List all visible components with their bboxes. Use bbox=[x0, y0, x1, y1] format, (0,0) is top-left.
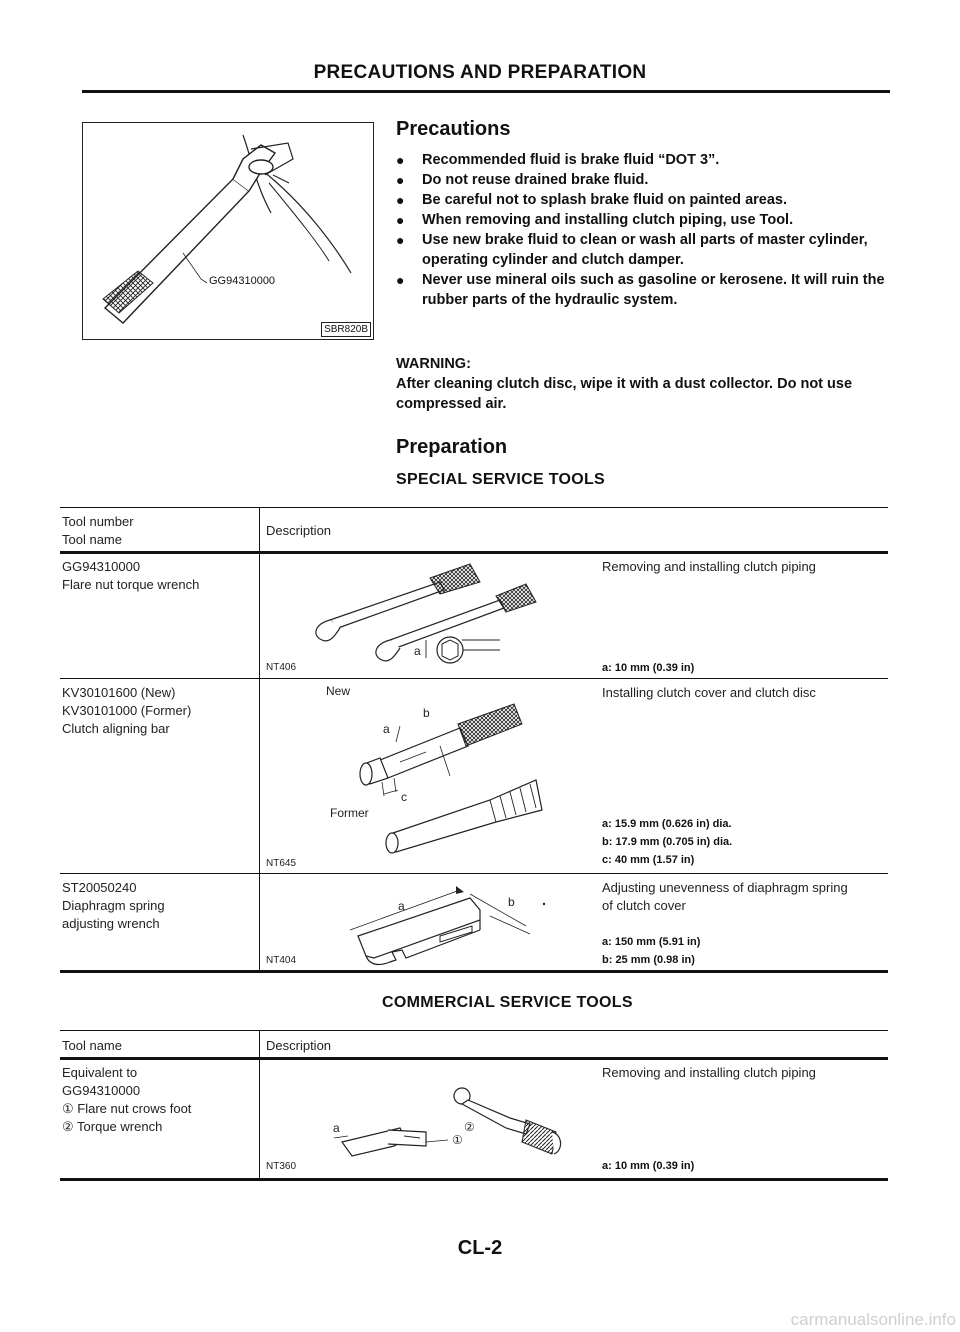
precaution-figure bbox=[82, 122, 374, 340]
row-divider bbox=[60, 678, 888, 679]
tool-number: GG94310000 bbox=[62, 559, 141, 574]
commercial-tools-heading: COMMERCIAL SERVICE TOOLS bbox=[382, 994, 633, 1011]
tool-name-cont: adjusting wrench bbox=[62, 916, 160, 931]
diaphragm-spring-wrench-illustration bbox=[330, 880, 560, 970]
tool-name: Clutch aligning bar bbox=[62, 721, 170, 736]
special-tools-heading: SPECIAL SERVICE TOOLS bbox=[396, 471, 606, 488]
page-number: CL-2 bbox=[457, 1237, 503, 1259]
col-header-tool-number: Tool number bbox=[62, 514, 134, 529]
figure-code: NT404 bbox=[266, 955, 297, 966]
dimension-label: b bbox=[508, 895, 515, 909]
warning-block bbox=[396, 354, 896, 414]
tool-description-cont: of clutch cover bbox=[602, 898, 686, 913]
tool-name: Diaphragm spring bbox=[62, 898, 165, 913]
col-header-description: Description bbox=[266, 1038, 332, 1053]
dimension-label: a bbox=[414, 644, 421, 658]
figure-tool-label: GG94310000 bbox=[209, 275, 276, 287]
list-item: ● Never use mineral oils such as gasoline or kerosene. It will ruin the rubber parts of the hydraulic system. bbox=[396, 272, 885, 308]
table-column-divider bbox=[259, 1030, 260, 1180]
figure-code: SBR820B bbox=[321, 322, 371, 337]
warning-text: After cleaning clutch disc, wipe it with a dust collector. Do not use compressed air. bbox=[396, 376, 853, 412]
tool-spec: a: 10 mm (0.39 in) bbox=[602, 662, 695, 674]
list-item: ● When removing and installing clutch piping, use Tool. bbox=[396, 212, 794, 228]
preparation-heading: Preparation bbox=[396, 436, 508, 458]
header-rule bbox=[82, 90, 890, 93]
tool-part: ① Flare nut crows foot bbox=[62, 1101, 192, 1116]
part-2-label: ② bbox=[464, 1120, 475, 1134]
table-header-rule bbox=[60, 1057, 888, 1060]
crows-foot-torque-wrench-illustration bbox=[330, 1082, 580, 1172]
flare-nut-wrench-illustration bbox=[300, 560, 560, 670]
tool-spec: a: 150 mm (5.91 in) bbox=[602, 936, 701, 948]
figure-code: NT406 bbox=[266, 662, 297, 673]
clutch-aligning-bar-illustration bbox=[340, 700, 550, 860]
tool-spec: c: 40 mm (1.57 in) bbox=[602, 854, 695, 866]
new-label: New bbox=[326, 684, 351, 698]
tool-number-new: KV30101600 (New) bbox=[62, 685, 176, 700]
dimension-label: c bbox=[401, 790, 407, 804]
table-bottom-rule bbox=[60, 1178, 888, 1181]
tool-number: ST20050240 bbox=[62, 880, 137, 895]
list-item: ● Recommended fluid is brake fluid “DOT 3”. bbox=[396, 152, 720, 168]
torque-wrench-illustration bbox=[83, 123, 373, 339]
table-column-divider bbox=[259, 507, 260, 971]
tool-description: Installing clutch cover and clutch disc bbox=[602, 685, 816, 700]
col-header-description: Description bbox=[266, 523, 332, 538]
page-title: PRECAUTIONS AND PREPARATION bbox=[313, 62, 647, 83]
tool-description: Removing and installing clutch piping bbox=[602, 559, 816, 574]
precautions-list bbox=[396, 150, 896, 310]
tool-spec: a: 15.9 mm (0.626 in) dia. bbox=[602, 818, 732, 830]
tool-spec: b: 25 mm (0.98 in) bbox=[602, 954, 695, 966]
figure-code: NT645 bbox=[266, 858, 297, 869]
tool-name: Equivalent to bbox=[62, 1065, 138, 1080]
list-item: ● Be careful not to splash brake fluid on painted areas. bbox=[396, 192, 787, 208]
figure-code: NT360 bbox=[266, 1161, 297, 1172]
list-item: ● Do not reuse drained brake fluid. bbox=[396, 172, 649, 188]
tool-number-former: KV30101000 (Former) bbox=[62, 703, 192, 718]
table-bottom-rule bbox=[60, 970, 888, 973]
dimension-label: b bbox=[423, 706, 430, 720]
tool-spec: a: 10 mm (0.39 in) bbox=[602, 1160, 695, 1172]
former-label: Former bbox=[330, 806, 369, 820]
tool-description: Adjusting unevenness of diaphragm spring bbox=[602, 880, 848, 895]
col-header-tool-name: Tool name bbox=[62, 1038, 122, 1053]
tool-description: Removing and installing clutch piping bbox=[602, 1065, 816, 1080]
tool-name: GG94310000 bbox=[62, 1083, 141, 1098]
dimension-label: a bbox=[398, 899, 405, 913]
tool-spec: b: 17.9 mm (0.705 in) dia. bbox=[602, 836, 733, 848]
tool-name: Flare nut torque wrench bbox=[62, 577, 200, 592]
table-top-rule bbox=[60, 507, 888, 508]
table-header-rule bbox=[60, 551, 888, 554]
table-top-rule bbox=[60, 1030, 888, 1031]
col-header-tool-name: Tool name bbox=[62, 532, 122, 547]
watermark: carmanualsonline.info bbox=[790, 1310, 956, 1329]
list-item: ● Use new brake fluid to clean or wash all parts of master cylinder, operating cylinder and clutch damper. bbox=[396, 232, 868, 268]
warning-label: WARNING: bbox=[396, 356, 471, 372]
row-divider bbox=[60, 873, 888, 874]
part-1-label: ① bbox=[452, 1133, 463, 1147]
dimension-label: a bbox=[383, 722, 390, 736]
precautions-heading: Precautions bbox=[396, 118, 511, 140]
dimension-label: a bbox=[333, 1121, 340, 1135]
tool-part: ② Torque wrench bbox=[62, 1119, 163, 1134]
